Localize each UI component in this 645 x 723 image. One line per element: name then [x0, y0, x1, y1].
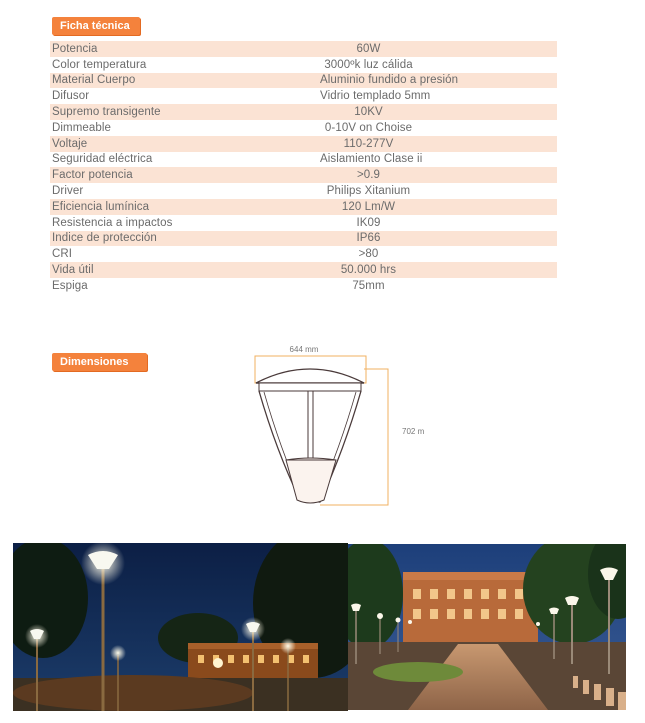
dimensiones-heading: Dimensiones — [52, 353, 147, 371]
spec-label: Voltaje — [52, 137, 88, 150]
width-dimension-label: 644 mm — [289, 345, 319, 354]
spec-label: Seguridad eléctrica — [52, 153, 153, 166]
lamp-cap — [256, 369, 364, 383]
spec-value: 60W — [356, 42, 381, 55]
spec-label: Eficiencia lumínica — [52, 200, 150, 213]
spec-row — [50, 57, 557, 73]
spec-row — [50, 246, 557, 262]
spec-value: >0.9 — [356, 169, 381, 182]
spec-row — [50, 215, 557, 231]
spec-label: Resistencia a impactos — [52, 216, 173, 229]
spec-value: 50.000 hrs — [340, 264, 397, 277]
spec-label: Difusor — [52, 90, 90, 103]
spec-label: Dimmeable — [52, 121, 112, 134]
night-park-lamps-photo — [13, 543, 348, 711]
spec-value: 0-10V on Choise — [324, 121, 413, 134]
spec-label: Potencia — [52, 42, 98, 55]
spec-value: Vidrio templado 5mm — [320, 90, 431, 103]
spec-value: 110-277V — [343, 137, 394, 150]
spec-value: Philips Xitanium — [326, 185, 411, 198]
spec-row — [50, 73, 557, 89]
ficha-tecnica-heading: Ficha técnica — [52, 17, 140, 35]
spec-value: IK09 — [356, 216, 381, 229]
spec-row — [50, 120, 557, 136]
spec-label: Espiga — [52, 279, 88, 292]
spec-row — [50, 167, 557, 183]
spec-label: CRI — [52, 248, 73, 261]
spec-row — [50, 136, 557, 152]
spec-table — [50, 41, 557, 294]
spec-row — [50, 231, 557, 247]
spec-value: 120 Lm/W — [341, 200, 396, 213]
spec-label: Color temperatura — [52, 58, 147, 71]
spec-row — [50, 41, 557, 57]
height-dimension-label: 702 m — [402, 427, 425, 436]
spec-value: 10KV — [354, 106, 383, 119]
spec-row — [50, 152, 557, 168]
spec-label: Indice de protección — [52, 232, 157, 245]
spec-row — [50, 104, 557, 120]
spec-value: Aluminio fundido a presión — [320, 74, 459, 87]
spec-value: Aislamiento Clase ii — [320, 153, 423, 166]
spec-label: Vida útil — [52, 264, 94, 277]
spec-row — [50, 262, 557, 278]
spec-label: Material Cuerpo — [52, 74, 136, 87]
spec-value: IP66 — [356, 232, 381, 245]
spec-label: Factor potencia — [52, 169, 133, 182]
spec-label: Supremo transigente — [52, 106, 161, 119]
spec-row — [50, 278, 557, 294]
spec-label: Driver — [52, 185, 84, 198]
spec-value: 3000ºk luz cálida — [324, 58, 413, 71]
lamp-bowl — [286, 458, 336, 503]
spec-value: >80 — [358, 248, 379, 261]
spec-value: 75mm — [352, 279, 385, 292]
lamp-dimension-drawing — [240, 340, 440, 515]
spec-row — [50, 88, 557, 104]
spec-row — [50, 199, 557, 215]
dusk-plaza-lamps-photo — [348, 544, 626, 710]
spec-row — [50, 183, 557, 199]
